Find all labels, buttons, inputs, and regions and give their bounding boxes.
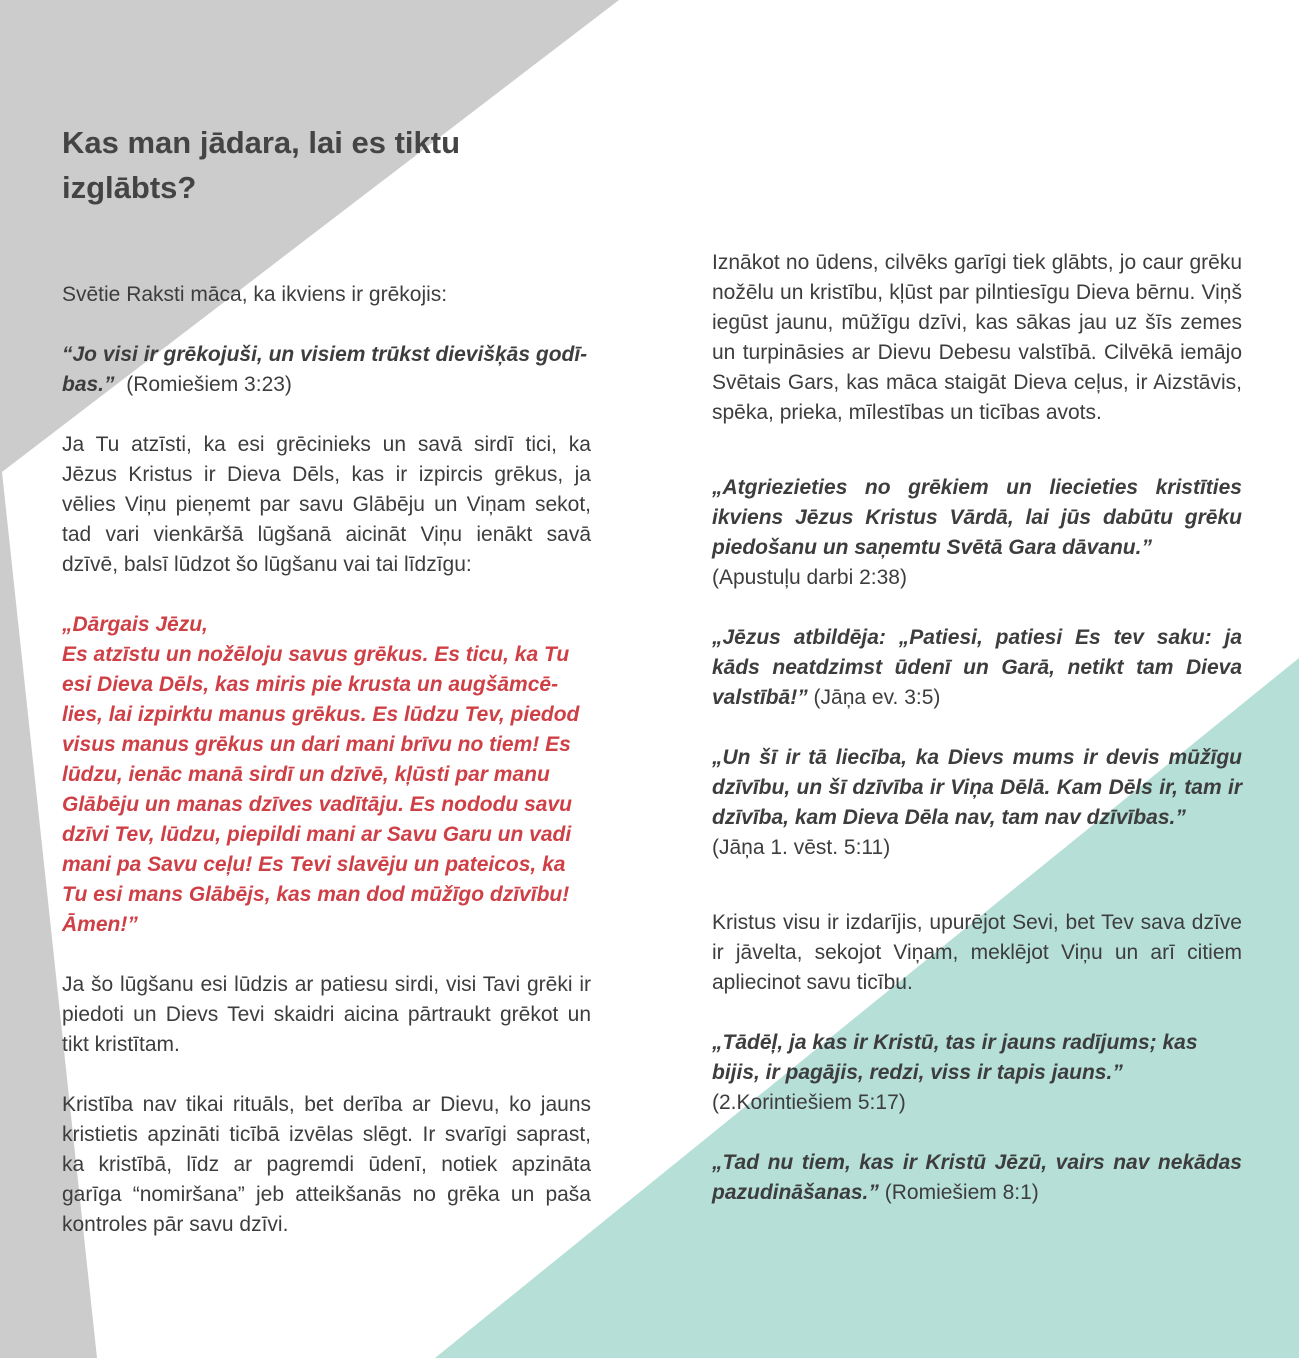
quote-reference: (Jāņa 1. vēst. 5:11) — [712, 836, 891, 859]
left-column — [62, 120, 591, 1240]
quote-john-3-5 — [712, 623, 1242, 713]
quote-reference: (Romiešiem 3:23) — [126, 373, 292, 396]
quote-text: „Atgriezieties no grēkiem un liecieties kristīties ikviens Jēzus Kristus Vārdā, lai jūs dabūtu grēku piedošanu un saņemtu Svētā Gara dāvanu.” — [712, 476, 1242, 559]
quote-acts-2-38 — [712, 473, 1242, 593]
paragraph-baptism: Kristība nav tikai rituāls, bet derība ar Dievu, ko jauns kristietis apzināti ticībā izvēlas slēgt. Ir svarīgi saprast, ka kristībā, līdz ar pagremdi ūdenī, notiek apzināta garīga “nomiršana” jeb atteikšanās no grēka un paša kontroles pār savu dzīvi. — [62, 1093, 591, 1236]
prayer-block — [62, 610, 591, 940]
quote-reference: (2.Korintiešiem 5:17) — [712, 1091, 906, 1114]
quote-romans-8-1 — [712, 1148, 1242, 1208]
quote-text: „Un šī ir tā liecība, ka Dievs mums ir devis mūžīgu dzīvību, un šī dzīvība ir Viņa Dēlā. Kam Dēls ir, tam ir dzīvība, kam Dieva Dēla nav, tam nav dzīvības.” — [712, 746, 1242, 829]
quote-reference: (Romiešiem 8:1) — [884, 1181, 1039, 1204]
quote-text: „Tad nu tiem, kas ir Kristū Jēzū, vairs nav nekādas pazudināšanas.” — [712, 1151, 1242, 1204]
quote-text: „Tādēļ, ja kas ir Kristū, tas ir jauns radījums; kas bijis, ir pagājis, redzi, viss ir tapis jauns.” — [712, 1031, 1198, 1084]
quote-text: “Jo visi ir grēkojuši, un visiem trūkst dievišķās godī-bas.” — [62, 343, 588, 396]
quote-reference: (Apustuļu darbi 2:38) — [712, 566, 907, 589]
quote-reference: (Jāņa ev. 3:5) — [813, 686, 941, 709]
quote-1john-5-11 — [712, 743, 1242, 863]
prayer-salutation: „Dārgais Jēzu, — [62, 613, 208, 636]
paragraph-dedication: Kristus visu ir izdarījis, upurējot Sevi, bet Tev sava dzīve ir jāvelta, sekojot Viņam, meklējot Viņu un arī citiem apliecinot savu ticību. — [712, 911, 1242, 994]
prayer-body: Es atzīstu un nožēloju savus grēkus. Es ticu, ka Tu esi Dieva Dēls, kas miris pie krusta un augšāmcē-lies, lai izpirktu manus grēkus. Es lūdzu Tev, piedod visus manus grēkus un dari mani brīvu no tiem! Es lūdzu, ienāc manā sirdī un dzīvē, kļūsti par manu Glābēju un manas dzīves vadītāju. Es nododu savu dzīvi Tev, lūdzu, piepildi mani ar Savu Garu un vadi mani pa Savu ceļu! Es Tevi slavēju un pateicos, ka Tu esi mans Glābējs, kas man dod mūžīgo dzīvību! Āmen!” — [62, 643, 580, 936]
quote-romans-3-23 — [62, 340, 591, 400]
paragraph-confession: Ja Tu atzīsti, ka esi grēcinieks un savā sirdī tici, ka Jēzus Kristus ir Dieva Dēls, kas ir izpircis grēkus, ja vēlies Viņu pieņemt par savu Glābēju un Viņam sekot, tad vari vienkāršā lūgšanā aicināt Viņu ienākt savā dzīvē, balsī lūdzot šo lūgšanu vai tai līdzīgu: — [62, 433, 591, 576]
page-title: Kas man jādara, lai es tiktu izglābts? — [62, 125, 461, 205]
paragraph-forgiven: Ja šo lūgšanu esi lūdzis ar patiesu sirdi, visi Tavi grēki ir piedoti un Dievs Tevi skaidri aicina pārtraukt grēkot un tikt kristītam. — [62, 973, 591, 1056]
right-column — [712, 248, 1242, 1208]
quote-text: „Jēzus atbildēja: „Patiesi, patiesi Es tev saku: ja kāds neatdzimst ūdenī un Garā, netikt tam Dieva valstībā!” — [712, 626, 1242, 709]
quote-2cor-5-17 — [712, 1028, 1242, 1118]
intro-text: Svētie Raksti māca, ka ikviens ir grēkojis: — [62, 283, 448, 306]
paragraph-new-life: Iznākot no ūdens, cilvēks garīgi tiek glābts, jo caur grēku nožēlu un kristību, kļūst par pilntiesīgu Dieva bērnu. Viņš iegūst jaunu, mūžīgu dzīvi, kas sākas jau uz šīs zemes un turpināsies ar Dievu Debesu valstībā. Cilvēkā iemājo Svētais Gars, kas māca staigāt Dieva ceļus, ir Aizstāvis, spēka, prieka, mīlestības un ticības avots. — [712, 251, 1242, 424]
